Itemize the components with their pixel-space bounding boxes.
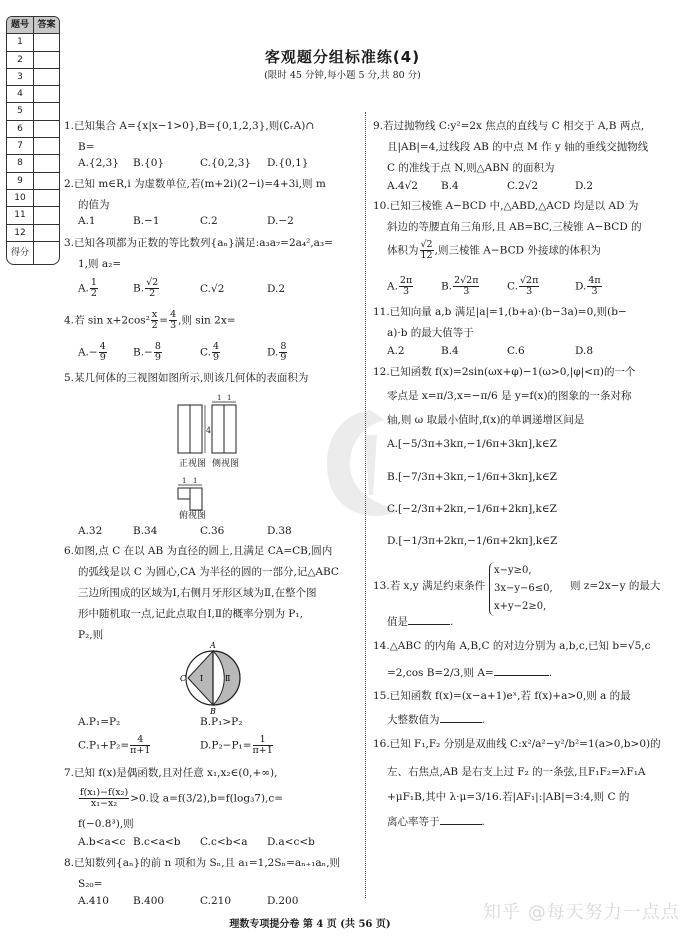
answer-row[interactable] xyxy=(7,154,59,171)
svg-text:Ⅱ: Ⅱ xyxy=(225,674,231,683)
q3-option-b[interactable]: B. $\frac{√2}{2}$ xyxy=(133,277,159,299)
q5-option-a[interactable]: A.32 xyxy=(78,525,103,537)
zhihu-watermark: 知乎 @每天努力一点点 xyxy=(483,902,680,923)
q3-option-d[interactable]: D.2 xyxy=(267,283,286,295)
q12-option-c[interactable]: C.[−2/3π+2kπ,−1/6π+2kπ],k∈Z xyxy=(387,503,557,515)
question-7: 7.已知 f(x)是偶函数,且对任意 x₁,x₂∈(0,+∞), xyxy=(64,767,278,779)
row-number: 8 xyxy=(7,155,34,171)
question-14: 14.△ABC 的内角 A,B,C 的对边分别为 a,b,c,已知 b=√5,c xyxy=(373,640,651,652)
answer-row[interactable] xyxy=(7,137,59,154)
svg-text:1: 1 xyxy=(193,477,198,485)
answer-cell[interactable] xyxy=(34,138,59,154)
q6-option-b[interactable]: B.P₁>P₂ xyxy=(200,716,243,728)
q13-answer-blank[interactable] xyxy=(408,614,450,625)
question-1 xyxy=(64,116,314,158)
question-16: 16.已知 F₁,F₂ 分别是双曲线 C:x²/a²−y²/b²=1(a>0,b>0)的 xyxy=(373,738,661,750)
row-number: 1 xyxy=(7,34,34,50)
q6-option-c[interactable]: C.P₁+P₂= $\frac{4}{\pi+1}$ xyxy=(78,734,151,756)
answer-cell[interactable] xyxy=(34,86,59,102)
question-5: 5.某几何体的三视图如图所示,则该几何体的表面积为 xyxy=(64,372,309,384)
answer-cell[interactable] xyxy=(34,207,59,223)
q6-option-a[interactable]: A.P₁=P₂ xyxy=(78,716,121,728)
q7-option-d[interactable]: D.a<c<b xyxy=(267,836,315,848)
answer-row[interactable] xyxy=(7,224,59,241)
row-number: 5 xyxy=(7,103,34,119)
row-number: 9 xyxy=(7,173,34,189)
q8-option-b[interactable]: B.400 xyxy=(133,895,165,907)
q11-option-b[interactable]: B.4 xyxy=(441,345,459,357)
q7-option-b[interactable]: B.c<a<b xyxy=(133,836,181,848)
q1-stem-cont: B= xyxy=(78,141,95,153)
front-view-label: 正视图 xyxy=(179,459,207,469)
q12-option-b[interactable]: B.[−7/3π+3kπ,−1/6π+3kπ],k∈Z xyxy=(387,471,558,483)
side-view-label: 侧视图 xyxy=(212,459,240,469)
q15-answer-blank[interactable] xyxy=(440,712,482,723)
question-15: 15.已知函数 f(x)=(x−a+1)eˣ,若 f(x)+a>0,则 a 的最 xyxy=(373,690,631,702)
q12-option-d[interactable]: D.[−1/3π+2kπ,−1/6π+2kπ],k∈Z xyxy=(387,535,558,547)
question-13: 13.若 x,y 满足约束条件 xyxy=(373,580,486,592)
row-number: 6 xyxy=(7,121,34,137)
svg-text:1: 1 xyxy=(182,477,187,485)
row-number: 3 xyxy=(7,69,34,85)
question-12: 12.已知函数 f(x)=2sin(ωx+φ)−1(ω>0,|φ|<π)的一个 xyxy=(373,366,636,378)
q9-option-d[interactable]: D.2 xyxy=(575,180,594,192)
q7-stem-cont2: f(−0.8³),则 xyxy=(78,818,134,830)
score-label: 得分 xyxy=(7,242,34,264)
q10-stem-cont: 体积为 $\frac{√2}{12}$ ,则三棱锥 A−BCD 外接球的体积为 xyxy=(387,239,601,261)
q16-stem-cont: 左、右焦点,AB 是右支上过 F₂ 的一条弦,且F₁F₂=λF₁A xyxy=(387,766,646,778)
question-8: 8.已知数列{aₙ}的前 n 项和为 Sₙ,且 a₁=1,2Sₙ=aₙ₊₁aₙ,则 S₂₀= xyxy=(64,857,341,890)
q1-option-c[interactable]: C.{0,2,3} xyxy=(200,157,252,169)
svg-text:4: 4 xyxy=(206,426,212,435)
answer-cell[interactable] xyxy=(34,225,59,241)
q10-option-b[interactable]: B. $\frac{2√2\pi}{3}$ xyxy=(441,275,479,297)
row-number: 2 xyxy=(7,52,34,68)
question-3 xyxy=(64,233,333,275)
q11-option-c[interactable]: C.6 xyxy=(507,345,525,357)
constraint-system: x−y≥0, 3x−y−6≤0, x+y−2≥0, xyxy=(489,562,553,616)
page-footer: 理数专项提分卷 第 4 页 (共 56 页) xyxy=(229,919,391,930)
answer-cell[interactable] xyxy=(34,173,59,189)
svg-text:C: C xyxy=(180,674,187,683)
q2-option-d[interactable]: D.−2 xyxy=(267,215,294,227)
q10-option-d[interactable]: D. $\frac{4\pi}{3}$ xyxy=(575,275,601,297)
q5-option-b[interactable]: B.34 xyxy=(133,525,158,537)
question-2 xyxy=(64,174,326,216)
answer-cell[interactable] xyxy=(34,121,59,137)
answer-cell[interactable] xyxy=(34,103,59,119)
svg-text:A: A xyxy=(210,641,216,650)
q10-option-a[interactable]: A. $\frac{2\pi}{3}$ xyxy=(387,275,413,297)
answer-row[interactable] xyxy=(7,85,59,102)
answer-row[interactable] xyxy=(7,189,59,206)
q3-stem-cont: 1,则 a₂= xyxy=(78,258,122,270)
q1-stem: 1.已知集合 A={x|x−1>0},B={0,1,2,3},则(∁ᵣA)∩ xyxy=(64,120,315,132)
q16-answer-line: 离心率等于 . xyxy=(387,816,485,828)
q9-option-a[interactable]: A.4√2 xyxy=(387,180,418,192)
q2-option-a[interactable]: A.1 xyxy=(78,215,96,227)
q8-option-d[interactable]: D.200 xyxy=(267,895,299,907)
q11-option-d[interactable]: D.8 xyxy=(575,345,594,357)
q14-answer-line: =2,cos B=2/3,则 A= . xyxy=(387,667,553,679)
q13-answer-line: 值是 . xyxy=(387,616,454,628)
svg-text:Ⅰ: Ⅰ xyxy=(200,674,204,683)
q8-option-a[interactable]: A.410 xyxy=(78,895,109,907)
svg-text:1: 1 xyxy=(217,394,222,402)
header-question-no: 题号 xyxy=(7,17,34,33)
question-10: 10.已知三棱锥 A−BCD 中,△ABD,△ACD 均是以 AD 为 斜边的等腰直角三角形,且 AB=BC,三棱锥 A−BCD 的 xyxy=(373,200,642,233)
q8-option-c[interactable]: C.210 xyxy=(200,895,232,907)
q14-answer-blank[interactable] xyxy=(494,665,549,676)
q5-option-c[interactable]: C.36 xyxy=(200,525,225,537)
question-6: 6.如图,点 C 在以 AB 为直径的圆上,且满足 CA=CB,圆内 的弧线是以 C 为圆心,CA 为半径的圆的一部分,记△ABC 三边所围成的区域为Ⅰ,右侧月牙形区域为Ⅱ,在整个图 形中随机取一点,记此点取自Ⅰ,Ⅱ的概率分别为 P₁, P₂,则 xyxy=(64,545,339,641)
row-number: 12 xyxy=(7,225,34,241)
q4-option-a[interactable]: A.− $\frac{4}{9}$ xyxy=(78,341,106,363)
svg-text:B: B xyxy=(210,707,216,716)
q4-option-d[interactable]: D. $\frac{8}{9}$ xyxy=(267,341,287,363)
q5-option-d[interactable]: D.38 xyxy=(267,525,292,537)
q10-option-c[interactable]: C. $\frac{√2\pi}{3}$ xyxy=(507,275,539,297)
q1-option-b[interactable]: B.{0} xyxy=(133,157,165,169)
q9-option-b[interactable]: B.4 xyxy=(441,180,459,192)
q16-answer-blank[interactable] xyxy=(440,814,482,825)
row-number: 7 xyxy=(7,138,34,154)
q3-option-c[interactable]: C.√2 xyxy=(200,283,225,295)
answer-row[interactable] xyxy=(7,102,59,119)
q6-option-d[interactable]: D.P₂−P₁= $\frac{1}{\pi+1}$ xyxy=(200,734,273,756)
q1-option-a[interactable]: A.{2,3} xyxy=(78,157,119,169)
q2-option-b[interactable]: B.−1 xyxy=(133,215,160,227)
answer-table-header xyxy=(7,17,59,33)
q3-option-a[interactable]: A. $\frac{1}{2}$ xyxy=(78,277,97,299)
q12-option-a[interactable]: A.[−5/3π+3kπ,−1/6π+3kπ],k∈Z xyxy=(387,438,557,450)
score-cell[interactable] xyxy=(34,242,59,264)
top-view-label: 俯视图 xyxy=(179,511,207,521)
question-4: 4.若 sin x+2cos² $\frac{x}{2}$ = $\frac{4}{3}$ ,则 sin 2x= xyxy=(64,309,236,331)
page-subtitle: (限时 45 分钟,每小题 5 分,共 80 分) xyxy=(264,70,421,81)
svg-text:1: 1 xyxy=(227,394,232,402)
page-title: 客观题分组标准练(4) xyxy=(264,48,421,66)
row-number: 4 xyxy=(7,86,34,102)
q2-option-c[interactable]: C.2 xyxy=(200,215,218,227)
q2-stem-cont: 的值为 xyxy=(78,199,110,211)
q1-option-d[interactable]: D.{0,1} xyxy=(267,157,309,169)
q3-stem: 3.已知各项都为正数的等比数列{aₙ}满足:a₃a₇=2a₄²,a₃= xyxy=(64,237,333,249)
q15-answer-line: 大整数值为 . xyxy=(387,714,485,726)
q12-stem-cont: 零点是 x=π/3,x=−π/6 是 y=f(x)的图象的一条对称 xyxy=(387,390,632,402)
question-9: 9.若过抛物线 C:y²=2x 焦点的直线与 C 相交于 A,B 两点, 且|AB|=4,过线段 AB 的中点 M 作 y 轴的垂线交抛物线 C 的准线于点 N,则△ABN 的面积为 xyxy=(373,120,649,174)
q7-option-a[interactable]: A.b<a<c xyxy=(78,836,126,848)
circle-figure xyxy=(178,638,258,718)
q4-option-c[interactable]: C. $\frac{4}{9}$ xyxy=(200,341,220,363)
q9-option-c[interactable]: C.2√2 xyxy=(507,180,539,192)
question-11: 11.已知向量 a,b 满足|a|=1,(b+a)·(b−3a)=0,则(b− a)·b 的最大值等于 xyxy=(373,306,627,339)
q2-stem: 2.已知 m∈R,i 为虚数单位,若(m+2i)(2−i)=4+3i,则 m xyxy=(64,178,326,190)
answer-cell[interactable] xyxy=(34,155,59,171)
q13-stem-post: 则 z=2x−y 的最大 xyxy=(570,580,661,592)
answer-row[interactable] xyxy=(7,206,59,223)
answer-row[interactable] xyxy=(7,172,59,189)
q7-option-c[interactable]: C.c<b<a xyxy=(200,836,248,848)
header-answer: 答案 xyxy=(37,20,56,30)
q12-stem-cont2: 轴,则 ω 取最小值时,f(x)的单调递增区间是 xyxy=(387,414,585,426)
score-row[interactable] xyxy=(7,241,59,264)
answer-cell[interactable] xyxy=(34,190,59,206)
q11-option-a[interactable]: A.2 xyxy=(387,345,405,357)
answer-row[interactable] xyxy=(7,120,59,137)
q16-stem-cont2: +μF₁B,其中 λ·μ=3/16.若|AF₁|:|AB|=3:4,则 C 的 xyxy=(387,791,630,803)
row-number: 10 xyxy=(7,190,34,206)
q4-option-b[interactable]: B.− $\frac{8}{9}$ xyxy=(133,341,161,363)
row-number: 11 xyxy=(7,207,34,223)
q7-stem-cont: $\frac{\text{f(x₁)−f(x₂)}}{\text{x₁−x₂}}$ >0.设 a=f(3/2),b=f(log₃7),c= xyxy=(80,787,284,809)
